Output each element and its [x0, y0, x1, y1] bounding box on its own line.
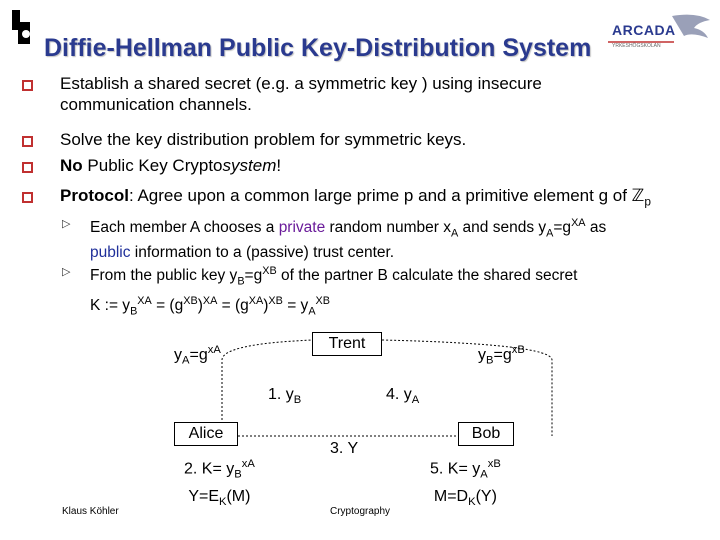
page-title: Diffie-Hellman Public Key-Distribution System — [44, 34, 592, 62]
zp-subscript: p — [644, 194, 651, 209]
step1-text: 1. y — [268, 386, 294, 403]
footer-topic: Cryptography — [330, 506, 391, 517]
step3-label: 3. Y — [330, 440, 359, 457]
s1-text: Each member A chooses a — [90, 219, 279, 237]
bullet-1-line1: Establish a shared secret (e.g. a symmetric key ) using insecure — [60, 74, 542, 93]
step5-sup: xB — [487, 458, 501, 470]
yb-sup: xB — [511, 344, 525, 356]
s2-text: From the public key y — [90, 267, 238, 285]
bullet-4-protocol: Protocol — [60, 186, 129, 205]
s2-text: = (g — [217, 297, 249, 315]
s2-sup: XB — [262, 265, 277, 277]
s2-sub: B — [130, 305, 138, 318]
trent-node: Trent — [312, 332, 382, 356]
bullet-1-line2: communication channels. — [60, 95, 252, 114]
yb-text: y — [478, 346, 486, 364]
ya-label — [174, 344, 221, 367]
step5-text: (Y) — [475, 487, 497, 505]
step4-sub: A — [411, 394, 420, 407]
s2-sub: B — [237, 275, 245, 288]
footer-author: Klaus Köhler — [62, 506, 119, 517]
arcada-logo-text: ARCADA — [612, 22, 676, 38]
step4-text: 4. y — [386, 386, 412, 403]
s2-sup: XA — [137, 295, 152, 308]
s1-text: information to a (passive) trust center. — [130, 244, 395, 262]
yb-text: =g — [493, 346, 512, 364]
zp-symbol: ℤ — [631, 186, 645, 205]
alice-node: Alice — [174, 422, 238, 446]
s1-private: private — [278, 219, 326, 237]
ya-text: y — [174, 346, 182, 364]
s2-text: =g — [244, 267, 263, 285]
ya-sub: A — [182, 354, 190, 367]
bullet-3-no: No — [60, 156, 83, 175]
s1-text: as — [585, 219, 607, 237]
s2-sup: XA — [248, 295, 264, 308]
s1-sup: XA — [571, 217, 586, 229]
step2-text: 2. K= y — [184, 460, 235, 478]
step2-text: Y=E — [188, 487, 219, 505]
step5-label — [430, 453, 501, 513]
step1-sub: B — [293, 394, 302, 407]
ya-sup: xA — [207, 344, 221, 356]
bullet-3-rest: Public Key Crypto — [82, 156, 223, 175]
s2-sup: XB — [268, 295, 283, 308]
bullet-2: Solve the key distribution problem for symmetric keys. — [60, 130, 467, 149]
s2-text: = (g — [151, 297, 184, 315]
s2-text: of the partner B calculate the shared secret — [276, 267, 578, 285]
step5-sub: K — [468, 495, 476, 508]
step5-sub: A — [480, 468, 488, 481]
step5-text: 5. K= y — [430, 460, 481, 478]
s2-sup: XB — [183, 295, 198, 308]
bob-node: Bob — [458, 422, 514, 446]
bullet-4-rest: : Agree upon a common large prime p and a primitive element g of — [128, 186, 632, 205]
s2-text: ) — [197, 297, 203, 315]
step2-text: (M) — [226, 487, 251, 505]
s1-sub: A — [546, 227, 554, 240]
s1-text: random number x — [325, 219, 451, 237]
s2-sub: A — [308, 305, 316, 318]
s2-sup: XA — [202, 295, 218, 308]
s1-text: =g — [553, 219, 572, 237]
s2-text: K := y — [90, 297, 131, 315]
arcada-logo-subtext: YRKESHÖGSKOLAN — [612, 43, 661, 49]
step2-sup: xA — [241, 458, 255, 470]
s2-sup: XB — [315, 295, 331, 308]
ya-text: =g — [189, 346, 208, 364]
s2-text: = y — [282, 297, 309, 315]
triangle-bullet-icon: ▷ — [62, 218, 71, 230]
triangle-bullet-icon: ▷ — [62, 266, 71, 278]
step2-label — [184, 453, 255, 513]
s1-text: and sends y — [458, 219, 547, 237]
bullet-3-system: system — [222, 156, 277, 175]
step1-label — [268, 386, 301, 406]
step5-text: M=D — [433, 487, 469, 505]
s1-public: public — [90, 244, 131, 262]
bullet-3-end: ! — [276, 156, 282, 175]
yb-sub: B — [486, 354, 494, 367]
s1-sub: A — [451, 227, 459, 240]
yb-label — [478, 344, 525, 367]
step4-label — [386, 386, 419, 406]
step2-sub: K — [219, 495, 227, 508]
s2-text: ) — [263, 297, 269, 315]
step2-sub: B — [234, 468, 242, 481]
